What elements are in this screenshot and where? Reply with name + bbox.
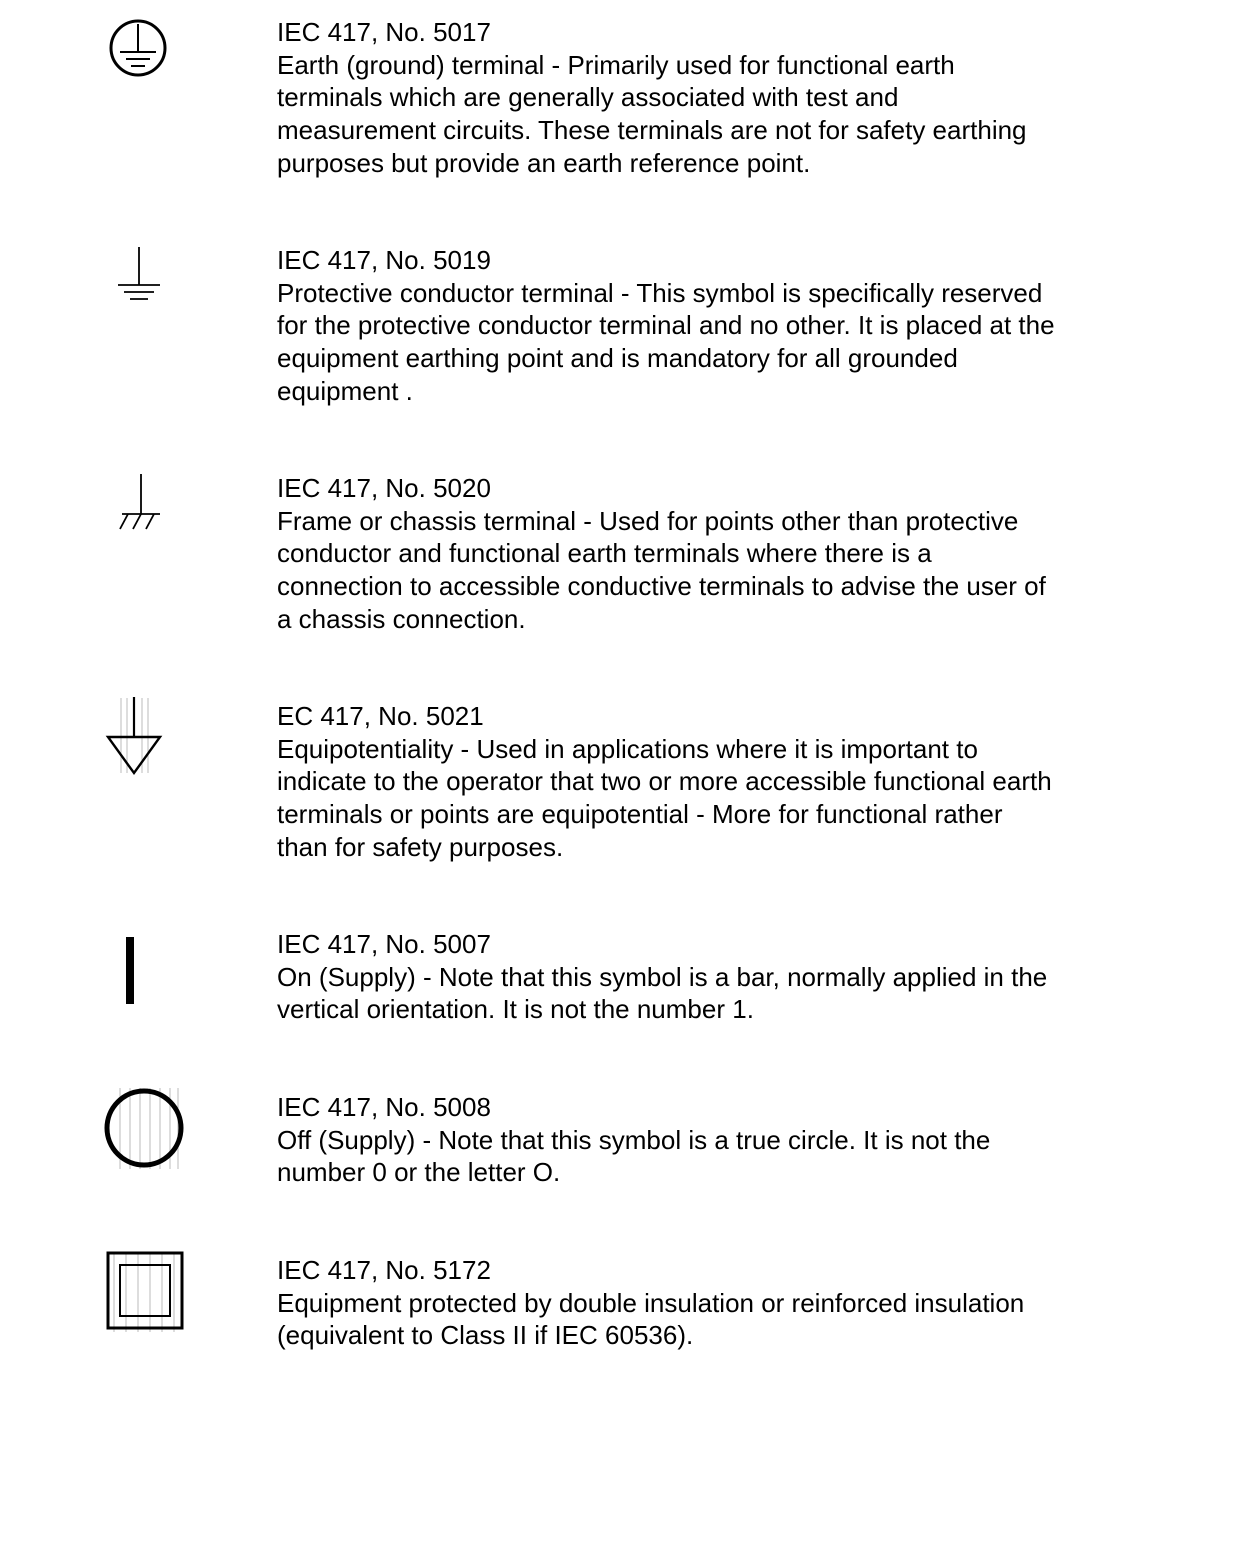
symbol-code: IEC 417, No. 5017	[277, 17, 491, 47]
symbol-description: On (Supply) - Note that this symbol is a bar, normally applied in the vertical orientation. It is not the number 1.	[277, 961, 1048, 1025]
symbol-code: IEC 417, No. 5019	[277, 245, 491, 275]
symbol-description: Earth (ground) terminal - Primarily used for functional earth terminals which are generally associated with test and measurement circuits. These terminals are not for safety earthing purposes but provide an earth reference point.	[277, 49, 1027, 178]
equipotential-icon	[90, 695, 200, 795]
symbol-description: Equipment protected by double insulation or reinforced insulation (equivalent to Class II if IEC 60536).	[277, 1287, 1025, 1351]
symbol-description: Off (Supply) - Note that this symbol is a true circle. It is not the number 0 or the letter O.	[277, 1124, 991, 1188]
symbol-code: IEC 417, No. 5172	[277, 1255, 491, 1285]
symbol-code: IEC 417, No. 5008	[277, 1092, 491, 1122]
symbol-description: Equipotentiality - Used in applications where it is important to indicate to the operator that two or more accessible functional earth terminals or points are equipotential - More for functional rather than for safety purposes.	[277, 733, 1052, 862]
protective-earth-icon	[90, 245, 200, 345]
symbol-description: Protective conductor terminal - This symbol is specifically reserved for the protective conductor terminal and no other. It is placed at the equipment earthing point and is mandatory for all grounded equipment .	[277, 277, 1055, 406]
double-insulation-icon	[90, 1250, 200, 1350]
symbol-code: EC 417, No. 5021	[277, 701, 484, 731]
symbol-code: IEC 417, No. 5020	[277, 473, 491, 503]
power-on-bar-icon	[90, 935, 200, 1035]
functional-earth-icon	[90, 18, 200, 118]
symbol-description: Frame or chassis terminal - Used for points other than protective conductor and functional earth terminals where there is a connection to accessible conductive terminals to advise the user of a chassis connection.	[277, 505, 1046, 634]
symbol-code: IEC 417, No. 5007	[277, 929, 491, 959]
chassis-ground-icon	[90, 472, 200, 572]
power-off-circle-icon	[90, 1085, 200, 1185]
